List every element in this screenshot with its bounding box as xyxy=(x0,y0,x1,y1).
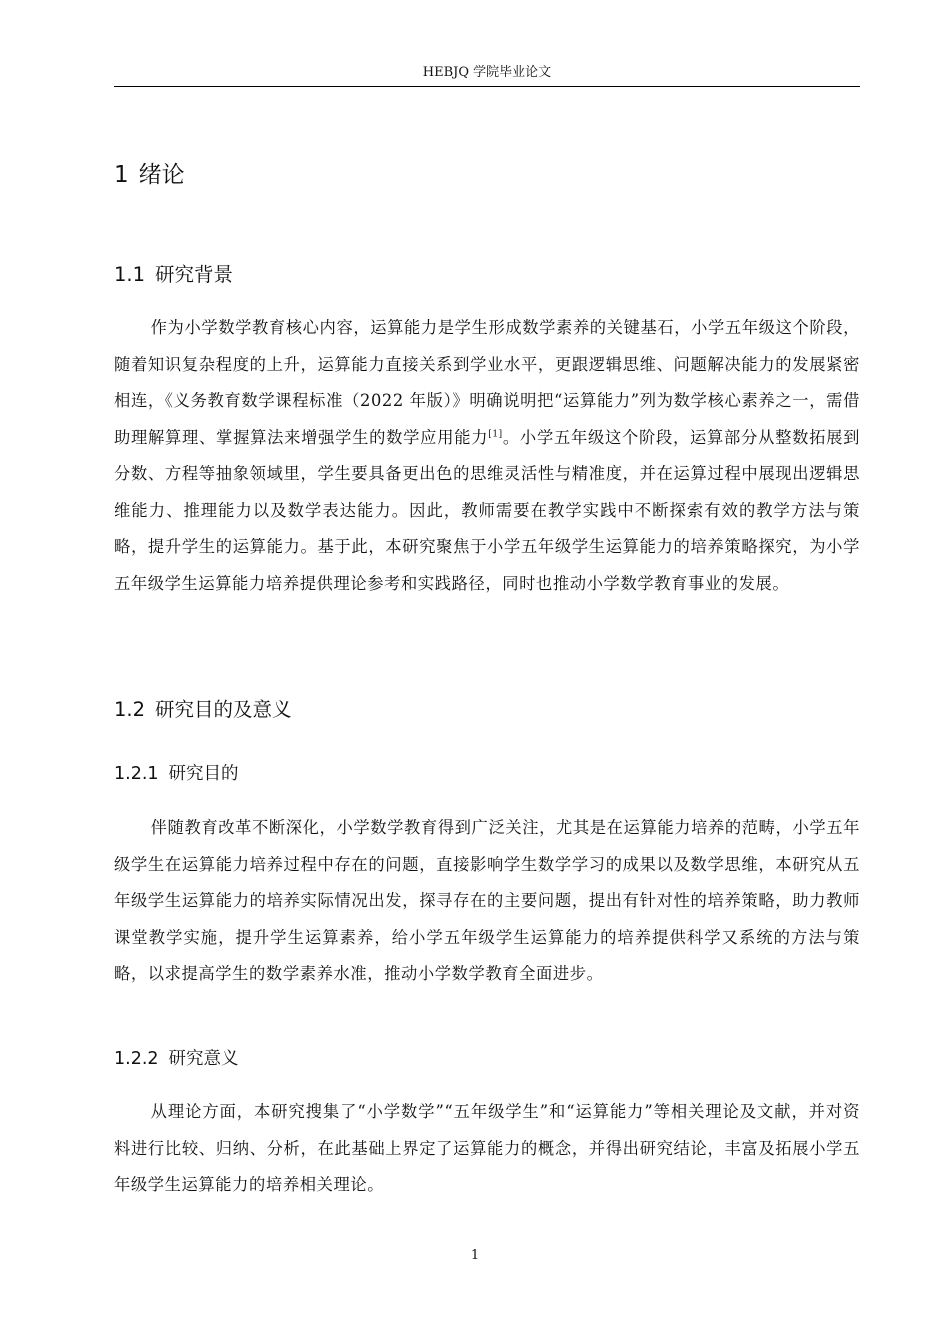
header-rule xyxy=(114,86,860,87)
section-number: 1.1 xyxy=(114,263,146,286)
subsection-title: 研究意义 xyxy=(168,1049,239,1069)
chapter-number: 1 xyxy=(114,162,129,188)
section-title: 研究背景 xyxy=(155,263,234,286)
subsection-number: 1.2.2 xyxy=(114,1049,159,1069)
chapter-title: 绪论 xyxy=(138,162,185,188)
subsection-heading-purpose xyxy=(114,760,239,788)
background-text-a: 作为小学数学教育核心内容，运算能力是学生形成数学素养的关键基石，小学五年级这个阶段，随着知识复杂程度的上升，运算能力直接关系到学业水平，更跟逻辑思维、问题解决能力的发展紧密相连，《义务教育数学课程标准（2022 年版）》明确说明把“运算能力”列为数学核心素养之一，需借助理解算理、掌握算法来增强学生的数学应用能力 xyxy=(114,318,860,447)
section-title: 研究目的及意义 xyxy=(155,698,292,721)
section-number: 1.2 xyxy=(114,698,146,721)
running-header: HEBJQ 学院毕业论文 xyxy=(422,65,552,80)
citation-marker: [1] xyxy=(488,429,503,440)
background-text-b: 。小学五年级这个阶段，运算部分从整数拓展到分数、方程等抽象领域里，学生要具备更出色的思维灵活性与精准度，并在运算过程中展现出逻辑思维能力、推理能力以及数学表达能力。因此，教师需要在教学实践中不断探索有效的教学方法与策略，提升学生的运算能力。基于此，本研究聚焦于小学五年级学生运算能力的培养策略探究，为小学五年级学生运算能力培养提供理论参考和实践路径，同时也推动小学数学教育事业的发展。 xyxy=(114,427,861,593)
subsection-title: 研究目的 xyxy=(168,764,239,784)
significance-paragraph: 从理论方面，本研究搜集了“小学数学”“五年级学生”和“运算能力”等相关理论及文献，并对资料进行比较、归纳、分析，在此基础上界定了运算能力的概念，并得出研究结论，丰富及拓展小学五年级学生运算能力的培养相关理论。 xyxy=(114,1102,860,1194)
subsection-heading-significance xyxy=(114,1045,239,1073)
chapter-heading xyxy=(114,158,185,192)
section-heading-purpose xyxy=(114,695,292,725)
page-number: 1 xyxy=(470,1248,480,1263)
section-heading-background xyxy=(114,260,233,290)
background-paragraph xyxy=(114,310,860,602)
purpose-paragraph: 伴随教育改革不断深化，小学数学教育得到广泛关注，尤其是在运算能力培养的范畴，小学五年级学生在运算能力培养过程中存在的问题，直接影响学生数学学习的成果以及数学思维，本研究从五年级学生运算能力的培养实际情况出发，探寻存在的主要问题，提出有针对性的培养策略，助力教师课堂教学实施，提升学生运算素养，给小学五年级学生运算能力的培养提供科学又系统的方法与策略，以求提高学生的数学素养水准，推动小学数学教育全面进步。 xyxy=(114,818,860,983)
subsection-number: 1.2.1 xyxy=(114,764,159,784)
